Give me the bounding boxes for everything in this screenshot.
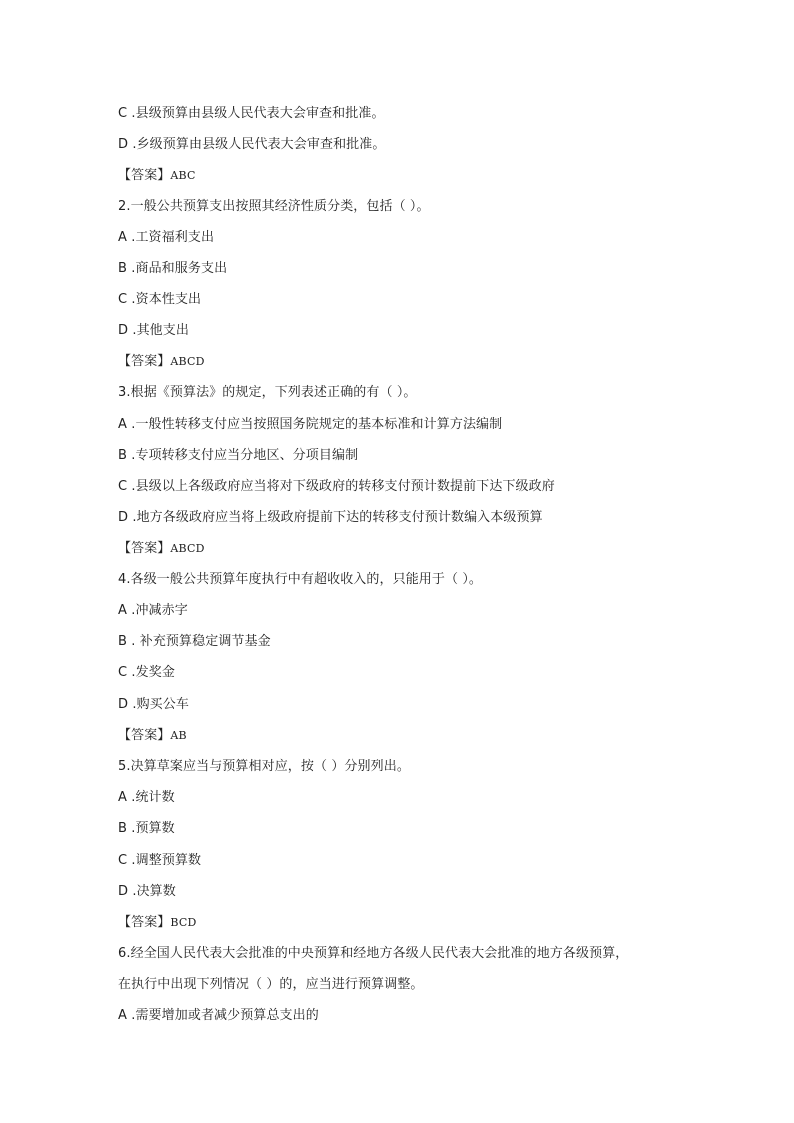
answer-label: 【答案】 (118, 168, 171, 183)
option-line: D .乡级预算由县级人民代表大会审查和批准。 (118, 137, 386, 152)
answer-line (118, 168, 738, 184)
option-line: A .一般性转移支付应当按照国务院规定的基本标准和计算方法编制 (118, 417, 503, 432)
option-line: B .商品和服务支出 (118, 261, 228, 276)
answer-line (118, 354, 738, 370)
option-line: B .预算数 (118, 821, 175, 836)
answer-value: AB (170, 729, 187, 742)
option-line: D .决算数 (118, 884, 176, 899)
answer-value: ABCD (170, 355, 205, 368)
option-line: D .购买公车 (118, 697, 189, 712)
answer-line (118, 915, 738, 931)
answer-line (118, 728, 738, 744)
option-line: B . 补充预算稳定调节基金 (118, 634, 271, 649)
option-line: B .专项转移支付应当分地区、分项目编制 (118, 448, 359, 463)
answer-value: ABC (170, 169, 196, 182)
option-line: C .发奖金 (118, 665, 175, 680)
answer-label: 【答案】 (118, 354, 171, 369)
option-line: C .县级以上各级政府应当将对下级政府的转移支付预计数提前下达下级政府 (118, 479, 555, 494)
option-line: A .冲减赤字 (118, 603, 188, 618)
option-line: D .地方各级政府应当将上级政府提前下达的转移支付预计数编入本级预算 (118, 510, 543, 525)
answer-label: 【答案】 (118, 541, 171, 556)
answer-label: 【答案】 (118, 915, 171, 930)
option-line: A .工资福利支出 (118, 230, 215, 245)
option-line: A .需要增加或者减少预算总支出的 (118, 1008, 319, 1023)
answer-label: 【答案】 (118, 728, 171, 743)
option-line: C .县级预算由县级人民代表大会审查和批准。 (118, 106, 385, 121)
option-line: C .调整预算数 (118, 853, 202, 868)
question-line: 2.一般公共预算支出按照其经济性质分类，包括（ ）。 (118, 199, 430, 214)
answer-value: ABCD (170, 542, 205, 555)
question-line: 5.决算草案应当与预算相对应，按（ ）分别列出。 (118, 759, 410, 774)
option-line: C .资本性支出 (118, 292, 202, 307)
answer-line (118, 541, 738, 557)
option-line: A .统计数 (118, 790, 175, 805)
question-continuation-line: 在执行中出现下列情况（ ）的，应当进行预算调整。 (118, 977, 424, 992)
question-line: 6.经全国人民代表大会批准的中央预算和经地方各级人民代表大会批准的地方各级预算， (118, 946, 629, 961)
answer-value: BCD (170, 916, 197, 929)
question-line: 3.根据《预算法》的规定，下列表述正确的有（ ）。 (118, 385, 417, 400)
question-line: 4.各级一般公共预算年度执行中有超收收入的，只能用于（ ）。 (118, 572, 483, 587)
option-line: D .其他支出 (118, 323, 189, 338)
